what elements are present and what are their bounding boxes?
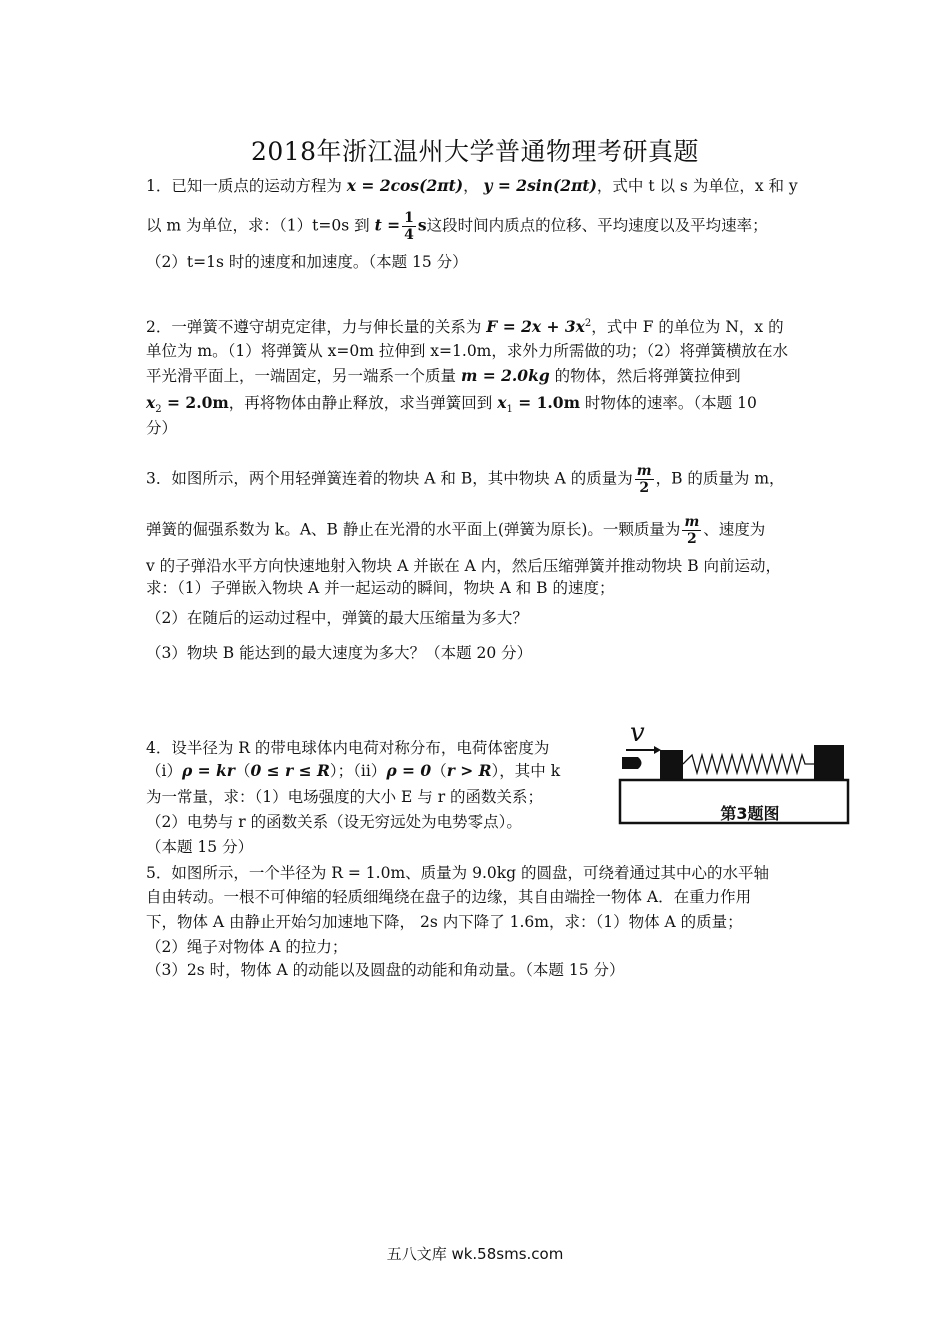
q1-line-1 [146,173,798,199]
q4-range-inside: 0 ≤ r ≤ R [250,761,330,780]
q1-equation-x: x = 2cos(2πt) [346,176,464,195]
bullet [622,757,642,769]
q3-text: ，B 的质量为 m， [655,469,785,488]
q2-line-2: 单位为 m。（1）将弹簧从 x=0m 拉伸到 x=1.0m，求外力所需做的功；（2）将弹簧横放在水 [146,342,788,360]
q2-x1-value: = 1.0m [512,393,580,412]
footer-watermark: 五八文库 wk.58sms.com [386,1245,564,1263]
q3-line-4: 求：（1）子弹嵌入物块 A 并一起运动的瞬间，物块 A 和 B 的速度； [146,579,615,597]
q2-x1-symbol: x [497,393,507,412]
q4-line-3: 为一常量，求：（1）电场强度的大小 E 与 r 的函数关系； [146,788,544,806]
q2-subscript: 2 [155,404,162,416]
q5-line-4: （2）绳子对物体 A 的拉力； [146,938,348,956]
q5-line-1: 5．如图所示，一个半径为 R = 1.0m、质量为 9.0kg 的圆盘，可绕着通过其中心的水平轴 [146,864,769,882]
q2-line-3 [146,363,741,389]
q1-text: ，式中 t 以 s 为单位，x 和 y [596,177,798,195]
q2-text: ，式中 F 的单位为 N，x 的 [591,318,784,337]
q3-line-2 [146,514,765,547]
q4-text: ）；（ii） [329,762,387,780]
q3-text: 弹簧的倔强系数为 k。A、B 静止在光滑的水平面上(弹簧为原长)。一颗质量为 [146,520,681,539]
q2-line-4 [146,390,757,423]
q5-line-5: （3）2s 时，物体 A 的动能以及圆盘的动能和角动量。（本题 15 分） [146,961,625,979]
q2-text: 2．一弹簧不遵守胡克定律，力与伸长量的关系为 [146,318,487,337]
q3-text: 3．如图所示，两个用轻弹簧连着的物块 A 和 B，其中物块 A 的质量为 [146,469,633,488]
q4-text: （ [431,762,447,780]
q4-line-5: （本题 15 分） [146,838,254,856]
q4-text: （ [234,762,251,780]
velocity-label: v [630,718,645,748]
q3-fraction [635,463,654,496]
q2-exponent: 2 [584,318,592,329]
fraction-numerator: m [684,514,700,530]
q3-text: 、速度为 [703,520,766,539]
q1-text: 以 m 为单位，求：（1）t=0s 到 [146,216,375,235]
block-b [814,745,844,779]
q2-text: 平光滑平面上，一端固定，另一端系一个质量 [146,367,461,385]
q1-time-symbol: t = [374,215,401,235]
q2-mass-equation: m = 2.0kg [460,366,550,385]
q3-fraction [682,514,701,547]
q3-line-3: v 的子弹沿水平方向快速地射入物块 A 并嵌在 A 内，然后压缩弹簧并推动物块 B 向前运动， [146,557,782,575]
q1-line-2 [146,210,768,243]
fraction-denominator: 4 [404,227,414,243]
q2-x2-symbol: x [146,393,156,412]
fraction-denominator: 2 [639,480,650,496]
figure-caption: 第3题图 [720,804,780,823]
q1-text: 这段时间内质点的位移、平均速度以及平均速率； [426,216,768,235]
q2-text: ，再将物体由静止释放，求当弹簧回到 [228,394,498,412]
q2-subscript: 1 [506,404,513,416]
q4-density-inside: ρ = kr [181,761,235,780]
q4-density-outside: ρ = 0 [386,761,432,780]
block-a [660,750,683,779]
exam-title: 2018年浙江温州大学普通物理考研真题 [250,137,700,166]
q3-line-1 [146,463,785,496]
fraction-numerator: m [636,463,652,479]
q2-force-equation: F = 2x + 3x [486,317,585,337]
q1-text: ， [463,177,484,195]
q3-figure [612,715,852,830]
q2-line-5: 分） [146,419,178,437]
q4-text: ），其中 k [491,762,561,780]
q1-unit: s [417,215,427,235]
q3-line-6: （3）物块 B 能达到的最大速度为多大？（本题 20 分） [146,644,533,662]
q5-line-3: 下，物体 A 由静止开始匀加速地下降， 2s 内下降了 1.6m，求：（1）物体 A 的质量； [146,913,743,931]
q2-text: 时物体的速率。（本题 10 [580,394,757,412]
q4-text: （i） [146,762,182,780]
q1-equation-y: y = 2sin(2πt) [483,176,597,195]
q1-fraction [402,210,416,243]
spring [683,755,814,773]
q2-text: 的物体，然后将弹簧拉伸到 [549,367,741,385]
q4-range-outside: r > R [446,761,492,780]
q5-line-2: 自由转动。一根不可伸缩的轻质细绳绕在盘子的边缘，其自由端拴一物体 A．在重力作用 [146,888,752,906]
q4-line-1: 4．设半径为 R 的带电球体内电荷对称分布，电荷体密度为 [146,739,550,757]
fraction-denominator: 2 [686,531,697,547]
q4-line-4: （2）电势与 r 的函数关系（设无穷远处为电势零点）。 [146,813,522,831]
q4-line-2 [146,758,560,784]
fraction-numerator: 1 [404,210,414,226]
q2-line-1 [146,311,784,340]
q1-text: 1．已知一质点的运动方程为 [146,177,347,195]
q3-line-5: （2）在随后的运动过程中，弹簧的最大压缩量为多大？ [146,609,528,627]
q1-line-3: （2）t=1s 时的速度和加速度。（本题 15 分） [146,253,468,271]
q2-x2-value: = 2.0m [161,393,229,412]
